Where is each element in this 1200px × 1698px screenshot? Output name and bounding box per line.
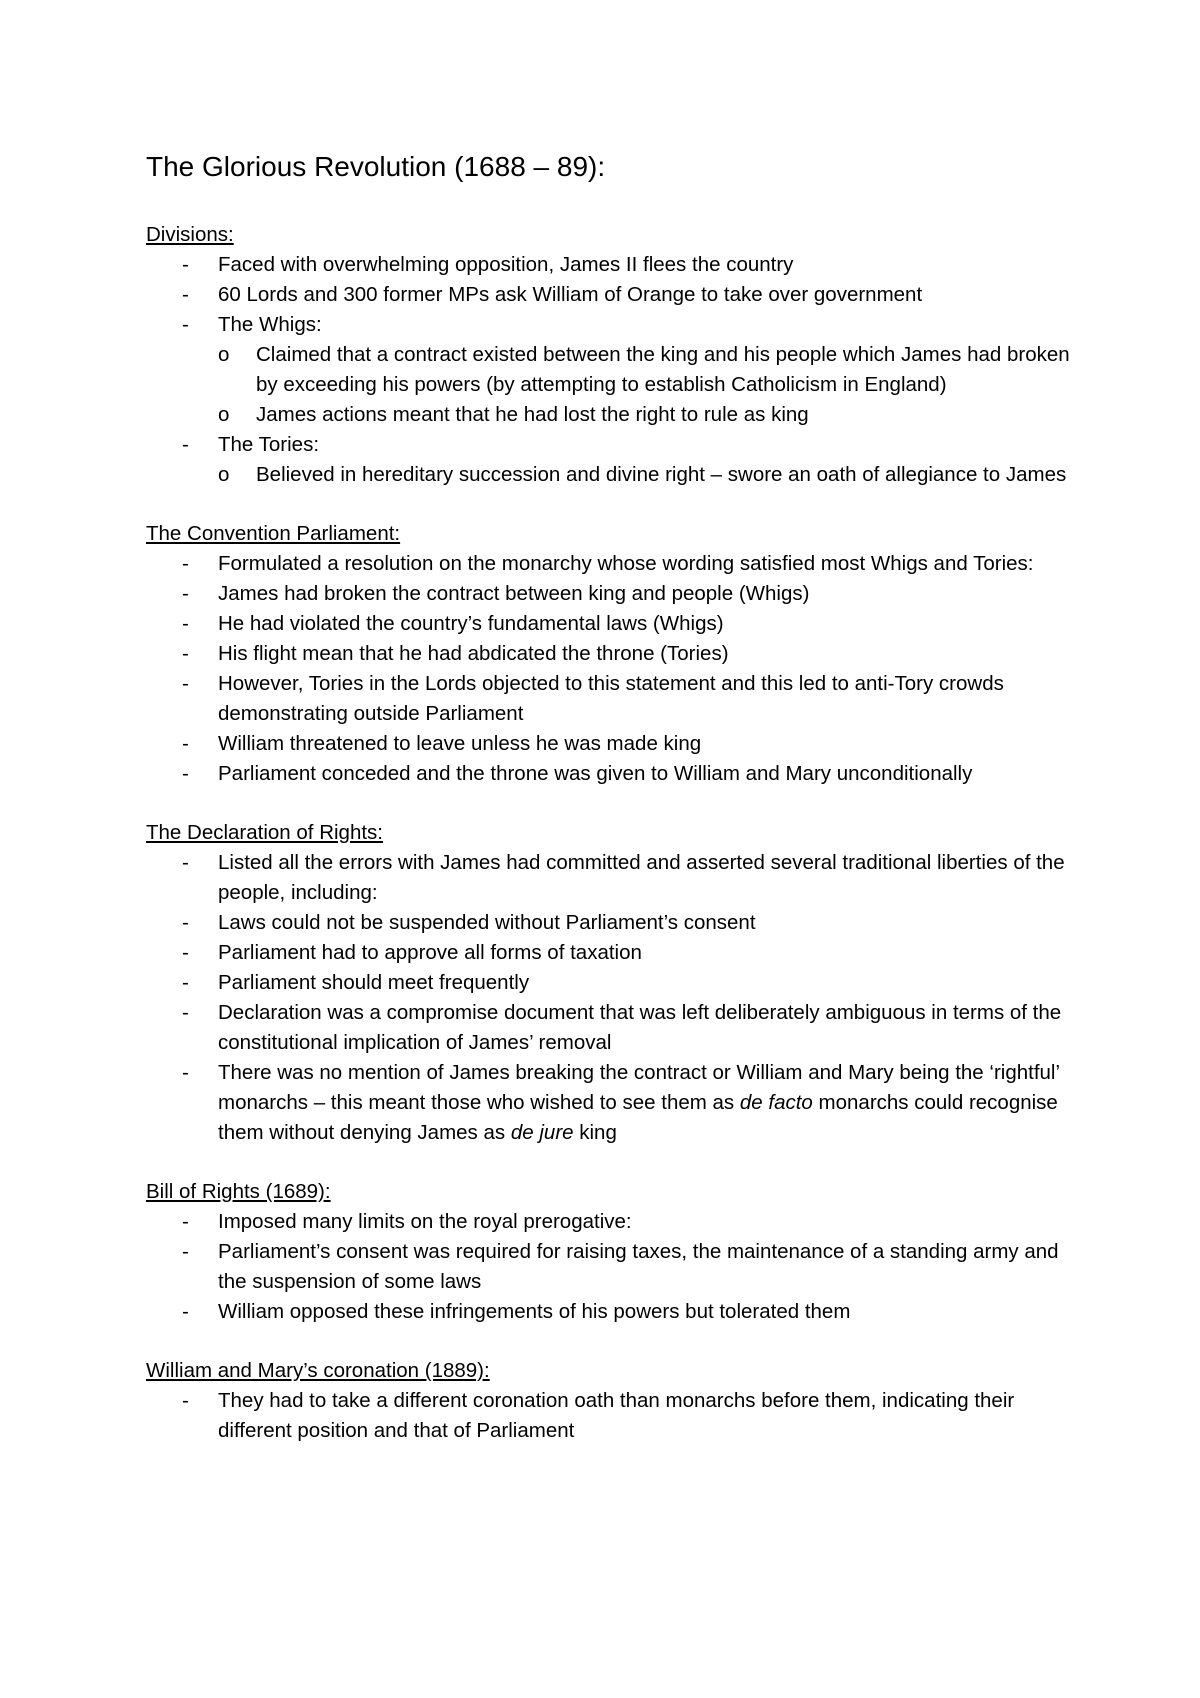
list-item: - Imposed many limits on the royal prerogative: bbox=[218, 1207, 1070, 1237]
list-item: - He had violated the country’s fundamental laws (Whigs) bbox=[218, 609, 1070, 639]
list-item: - Parliament should meet frequently bbox=[218, 968, 1070, 998]
section-heading-bill: Bill of Rights (1689): bbox=[146, 1180, 331, 1203]
list-item: - William threatened to leave unless he was made king bbox=[218, 729, 1070, 759]
sub-list-item: o Claimed that a contract existed between the king and his people which James had broken by exceeding his powers (by attempting to establish Catholicism in England) bbox=[256, 340, 1070, 400]
text-run: king bbox=[573, 1121, 617, 1144]
list-item-de-facto bbox=[218, 1058, 1070, 1148]
section-heading-convention: The Convention Parliament: bbox=[146, 522, 401, 545]
list-item: - Declaration was a compromise document that was left deliberately ambiguous in terms of the constitutional implication of James’ removal bbox=[218, 998, 1070, 1058]
whigs-sublist bbox=[218, 340, 1070, 430]
list-item: - Laws could not be suspended without Parliament’s consent bbox=[218, 908, 1070, 938]
text-run: There was no mention of James breaking the contract or William and Mary being the ‘rightful’ monarchs – this meant those who wished to see them as bbox=[218, 1061, 1060, 1114]
list-item: - They had to take a different coronation oath than monarchs before them, indicating their different position and that of Parliament bbox=[218, 1386, 1070, 1446]
section-convention-parliament bbox=[146, 519, 1070, 789]
sub-list-item: o Believed in hereditary succession and divine right – swore an oath of allegiance to James bbox=[256, 460, 1070, 490]
bill-list bbox=[146, 1207, 1070, 1327]
italic-term-de-facto: de facto bbox=[739, 1091, 813, 1114]
list-item: - His flight mean that he had abdicated the throne (Tories) bbox=[218, 639, 1070, 669]
list-item: - Parliament’s consent was required for raising taxes, the maintenance of a standing army and the suspension of some laws bbox=[218, 1237, 1070, 1297]
section-heading-declaration: The Declaration of Rights: bbox=[146, 821, 384, 844]
divisions-list bbox=[146, 250, 1070, 490]
list-item: - Parliament had to approve all forms of taxation bbox=[218, 938, 1070, 968]
sub-list-item: o James actions meant that he had lost the right to rule as king bbox=[256, 400, 1070, 430]
page-title: The Glorious Revolution (1688 – 89): bbox=[146, 151, 606, 182]
section-coronation bbox=[146, 1356, 1070, 1446]
list-item: - Listed all the errors with James had committed and asserted several traditional liberties of the people, including: bbox=[218, 848, 1070, 908]
list-item: - James had broken the contract between king and people (Whigs) bbox=[218, 579, 1070, 609]
text-run: monarchs could recognise them without denying James as bbox=[218, 1091, 1058, 1144]
whigs-label: The Whigs: bbox=[218, 313, 322, 336]
tories-sublist bbox=[218, 460, 1070, 490]
list-item: - Faced with overwhelming opposition, James II flees the country bbox=[218, 250, 1070, 280]
coronation-list bbox=[146, 1386, 1070, 1446]
section-heading-coronation: William and Mary’s coronation (1889): bbox=[146, 1359, 490, 1382]
list-item: - However, Tories in the Lords objected to this statement and this led to anti-Tory crowds demonstrating outside Parliament bbox=[218, 669, 1070, 729]
declaration-list bbox=[146, 848, 1070, 1148]
list-item: - Parliament conceded and the throne was given to William and Mary unconditionally bbox=[218, 759, 1070, 789]
list-item-tories bbox=[218, 430, 1070, 490]
italic-term-de-jure: de jure bbox=[510, 1121, 574, 1144]
list-item-whigs bbox=[218, 310, 1070, 430]
section-declaration-of-rights bbox=[146, 818, 1070, 1148]
list-item: - 60 Lords and 300 former MPs ask William of Orange to take over government bbox=[218, 280, 1070, 310]
section-bill-of-rights bbox=[146, 1177, 1070, 1327]
section-heading-divisions: Divisions: bbox=[146, 223, 234, 246]
section-divisions bbox=[146, 220, 1070, 490]
convention-list bbox=[146, 549, 1070, 789]
list-item: - William opposed these infringements of his powers but tolerated them bbox=[218, 1297, 1070, 1327]
tories-label: The Tories: bbox=[218, 433, 320, 456]
list-item: - Formulated a resolution on the monarchy whose wording satisfied most Whigs and Tories: bbox=[218, 549, 1070, 579]
